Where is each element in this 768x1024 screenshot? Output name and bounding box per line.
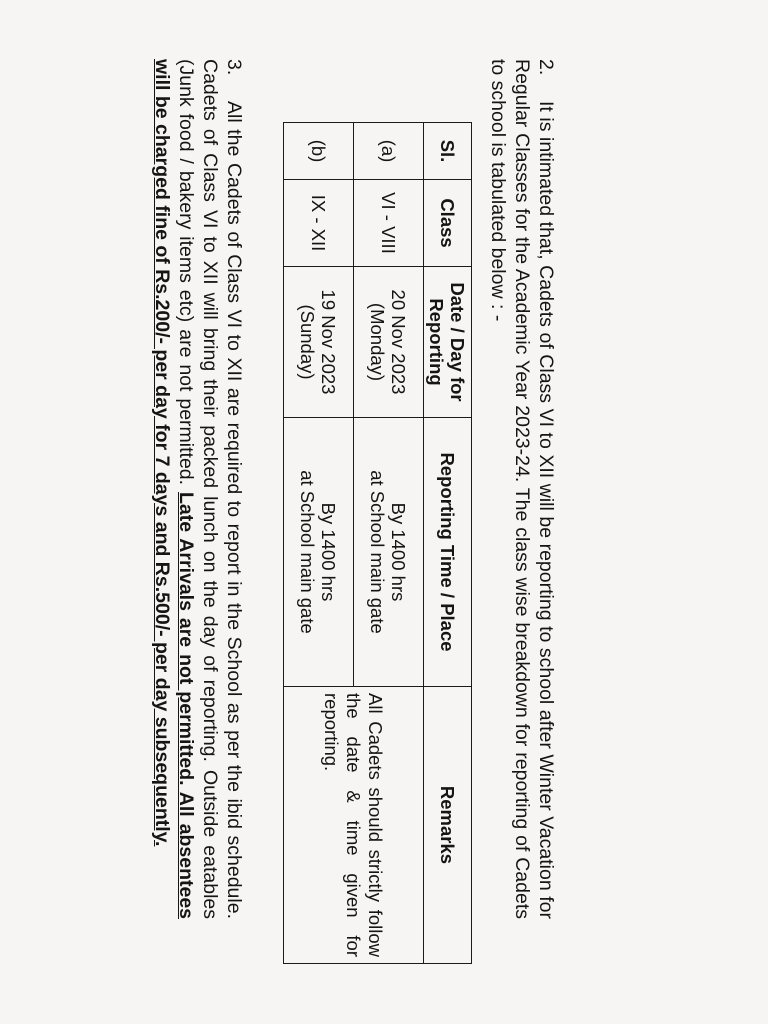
header-class: Class (424, 180, 472, 267)
day-text: (Monday) (367, 302, 389, 382)
place-text: at School main gate (367, 470, 389, 634)
date-text: 19 Nov 2023 (318, 289, 340, 395)
cell-class: VI - VIII (354, 180, 424, 267)
document-page (134, 4, 584, 1004)
time-text: By 1400 hrs (388, 502, 410, 602)
cell-class: IX - XII (284, 180, 354, 267)
cell-date (284, 267, 354, 418)
day-text: (Sunday) (297, 304, 319, 380)
table-header-row (424, 123, 472, 964)
cell-remarks: All Cadets should strictly follow the date & time given for reporting. (284, 687, 424, 964)
paragraph-3 (150, 59, 246, 919)
header-time-place: Reporting Time / Place (424, 418, 472, 687)
cell-time-place (354, 418, 424, 687)
time-text: By 1400 hrs (318, 502, 340, 602)
cell-date (354, 267, 424, 418)
header-date: Date / Day for Reporting (424, 267, 472, 418)
header-sl: Sl. (424, 123, 472, 180)
reporting-schedule-table (283, 122, 472, 964)
date-text: 20 Nov 2023 (388, 289, 410, 395)
cell-time-place (284, 418, 354, 687)
paragraph-2-number: 2. (535, 59, 557, 76)
paragraph-3-text: All the Cadets of Class VI to XII are required to report in the School as per the ibid schedule. Cadets of Class VI to XII will bring their packed lunch on the day of reporting. Outside eatables (Junk food / bakery items etc) are not permitted. (175, 59, 245, 919)
header-remarks: Remarks (424, 687, 472, 964)
cell-sl: (b) (284, 123, 354, 180)
place-text: at School main gate (297, 470, 319, 634)
table-row (354, 123, 424, 964)
fine-notice: Late Arrivals are not permitted. All absentees will be charged fine of Rs.200/- per day for 7 days and Rs.500/- per day subsequently. (151, 59, 197, 920)
cell-sl: (a) (354, 123, 424, 180)
paragraph-2 (486, 59, 558, 919)
paragraph-3-number: 3. (223, 59, 245, 76)
paragraph-2-text: It is intimated that, Cadets of Class VI to XII will be reporting to school after Winter Vacation for Regular Classes for the Academic Year 2023-24. The class wise breakdown for reporting of Cadets to school is tabulated below : - (487, 59, 557, 919)
